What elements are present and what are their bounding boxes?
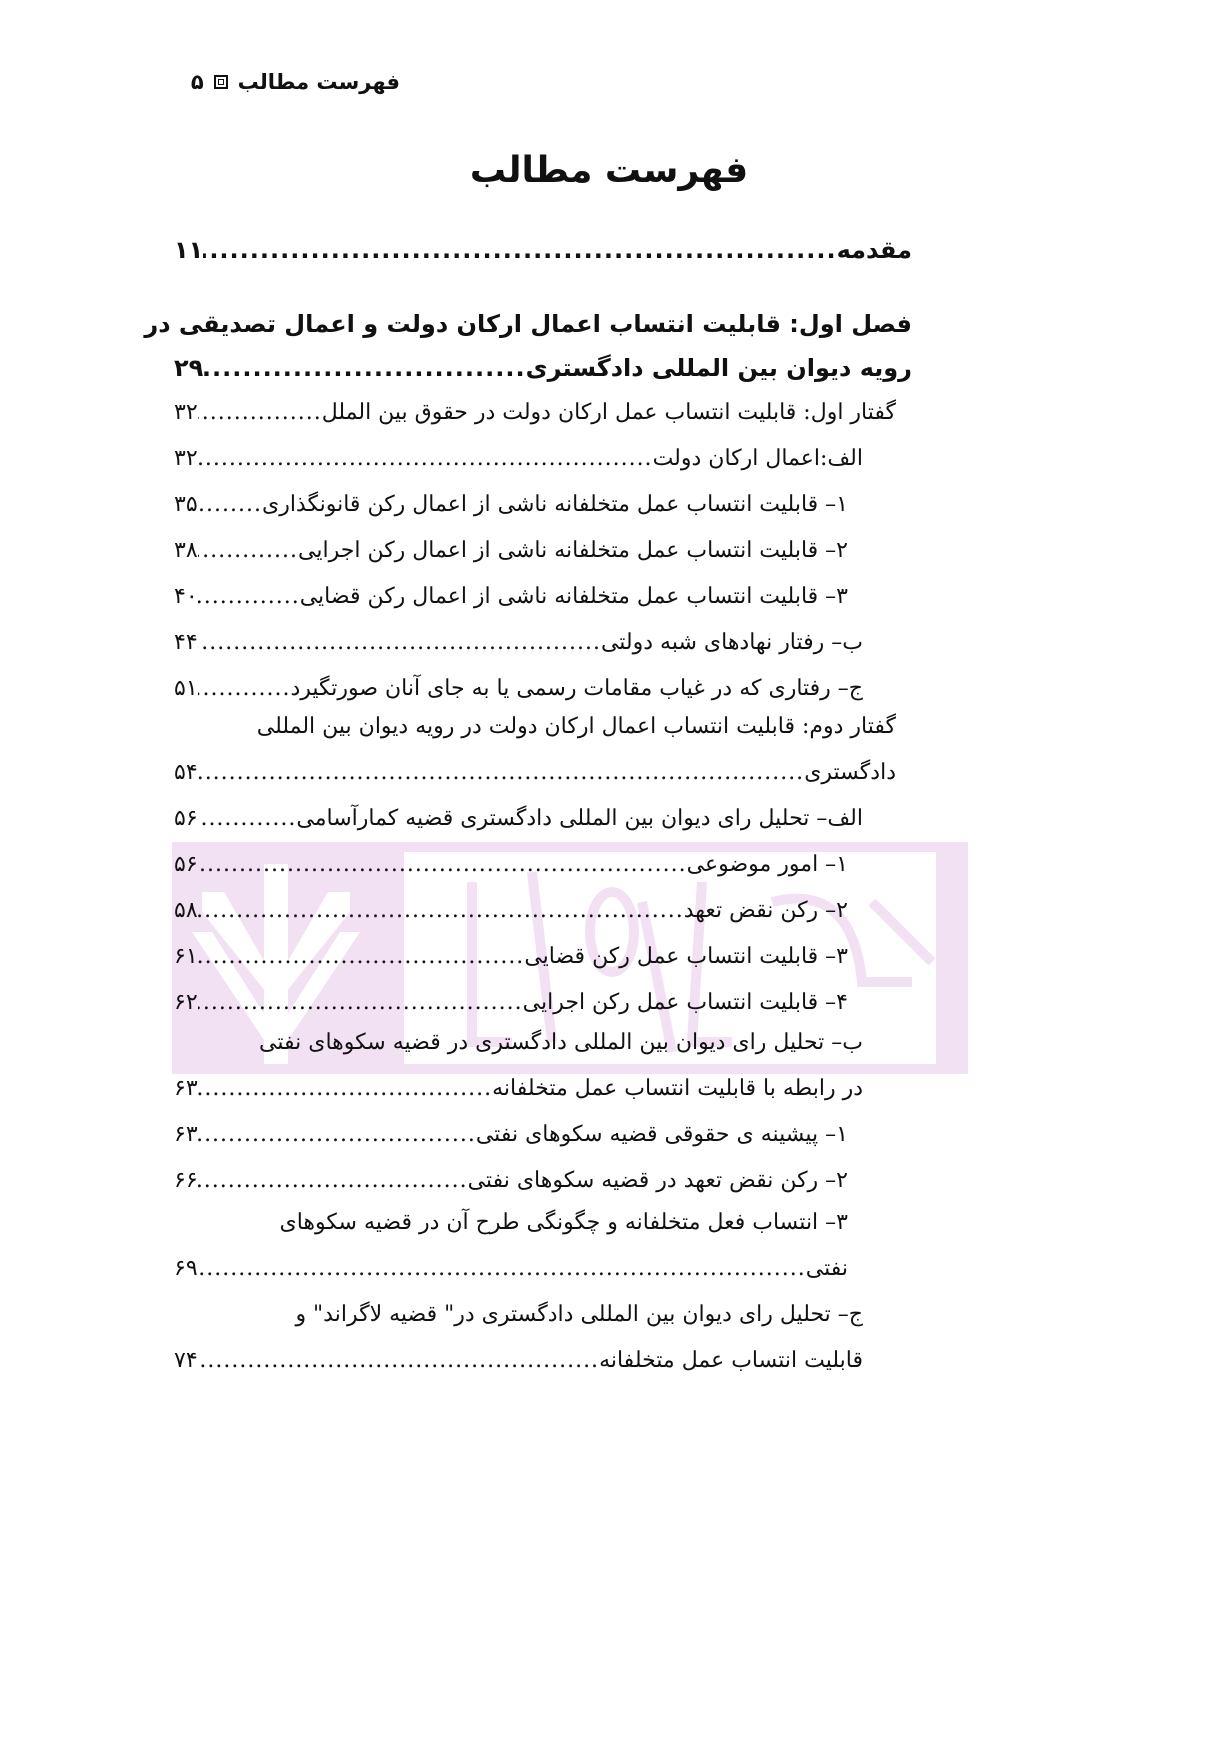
toc-entry[interactable] xyxy=(172,944,848,969)
toc-entry-line1[interactable]: ۳– انتساب فعل متخلفانه و چگونگی طرح آن در قضیه سکوهای xyxy=(279,1210,848,1235)
toc-page: ۱۱ xyxy=(174,236,204,264)
toc-page: ۳۵ xyxy=(174,492,198,517)
dot-leader xyxy=(198,446,653,471)
toc-page: ۵۶ xyxy=(174,806,198,831)
dot-leader xyxy=(198,1076,493,1101)
toc-entry-line1[interactable]: ب– تحلیل رای دیوان بین المللی دادگستری در قضیه سکوهای نفتی xyxy=(259,1030,863,1055)
dot-leader xyxy=(198,1168,468,1193)
dot-leader xyxy=(198,898,684,923)
toc-label: ۱– امور موضوعی xyxy=(686,852,848,877)
toc-page: ۶۶ xyxy=(174,1168,198,1193)
toc-entry-line1[interactable]: گفتار دوم: قابلیت انتساب اعمال ارکان دولت در رویه دیوان بین المللی xyxy=(256,714,896,739)
toc-entry[interactable] xyxy=(172,1256,848,1281)
toc-entry[interactable] xyxy=(172,400,896,425)
toc-label: ۲– رکن نقض تعهد در قضیه سکوهای نفتی xyxy=(467,1168,848,1193)
toc-entry[interactable] xyxy=(172,760,896,785)
toc-label: در رابطه با قابلیت انتساب عمل متخلفانه xyxy=(492,1076,863,1101)
dot-leader xyxy=(203,236,836,264)
toc-page: ۳۲ xyxy=(174,446,198,471)
toc-entry[interactable] xyxy=(172,1076,863,1101)
dot-leader xyxy=(198,1122,476,1147)
toc-label: ۱– قابلیت انتساب عمل متخلفانه ناشی از اعمال رکن قانونگذاری xyxy=(261,492,848,517)
toc-page: ۵۴ xyxy=(174,760,198,785)
page-number: ۵ xyxy=(190,70,204,94)
toc-label: مقدمه xyxy=(836,236,912,264)
dot-leader xyxy=(198,630,601,655)
toc-page: ۴۰ xyxy=(174,584,198,609)
dot-leader xyxy=(198,1256,806,1281)
toc-page: ۶۲ xyxy=(174,990,198,1015)
square-target-icon xyxy=(214,75,228,89)
dot-leader xyxy=(198,852,687,877)
dot-leader xyxy=(198,538,298,563)
dot-leader xyxy=(198,944,525,969)
toc-entry[interactable] xyxy=(172,446,863,471)
chapter-title-line1[interactable]: فصل اول: قابلیت انتساب اعمال ارکان دولت و اعمال تصدیقی در xyxy=(144,310,912,338)
toc-page: ۶۳ xyxy=(174,1076,198,1101)
toc-label: ب– رفتار نهادهای شبه دولتی xyxy=(600,630,863,655)
toc-label: قابلیت انتساب عمل متخلفانه xyxy=(599,1348,863,1373)
toc-entry-line1[interactable]: ج– تحلیل رای دیوان بین المللی دادگستری در" قضیه لاگراند" و xyxy=(295,1302,863,1327)
dot-leader xyxy=(203,354,525,382)
toc-entry[interactable] xyxy=(172,1348,863,1373)
toc-entry-chapter1[interactable] xyxy=(172,354,912,382)
toc-entry[interactable] xyxy=(172,898,848,923)
toc-entry[interactable] xyxy=(172,630,863,655)
toc-label: نفتی xyxy=(805,1256,848,1281)
toc-page: ۶۹ xyxy=(174,1256,198,1281)
toc-entry-intro[interactable] xyxy=(172,236,912,264)
toc-label: ۳– قابلیت انتساب عمل رکن قضایی xyxy=(524,944,848,969)
toc-entry[interactable] xyxy=(172,806,863,831)
toc-label: ۱– پیشینه ی حقوقی قضیه سکوهای نفتی xyxy=(475,1122,848,1147)
toc-label: دادگستری xyxy=(804,760,896,785)
dot-leader xyxy=(198,1348,599,1373)
toc-page: ۵۱ xyxy=(174,676,198,701)
toc-label: ج– رفتاری که در غیاب مقامات رسمی یا به جای آنان صورتگیرد xyxy=(290,676,863,701)
toc-page: ۴۴ xyxy=(174,630,198,655)
toc-page: ۷۴ xyxy=(174,1348,198,1373)
page-title: فهرست مطالب xyxy=(469,150,749,191)
dot-leader xyxy=(198,492,262,517)
running-title: فهرست مطالب xyxy=(237,70,400,94)
toc-label: ۲– قابلیت انتساب عمل متخلفانه ناشی از اعمال رکن اجرایی xyxy=(298,538,848,563)
toc-label: ۳– قابلیت انتساب عمل متخلفانه ناشی از اعمال رکن قضایی xyxy=(299,584,848,609)
running-header xyxy=(160,70,400,94)
dot-leader xyxy=(198,806,297,831)
toc-label: الف:اعمال ارکان دولت xyxy=(652,446,863,471)
toc-label: گفتار اول: قابلیت انتساب عمل ارکان دولت در حقوق بین الملل xyxy=(321,400,896,425)
toc-page: ۶۱ xyxy=(174,944,198,969)
toc-page: ۳۲ xyxy=(174,400,198,425)
dot-leader xyxy=(198,676,291,701)
toc-entry[interactable] xyxy=(172,990,848,1015)
toc-entry[interactable] xyxy=(172,584,848,609)
toc-entry[interactable] xyxy=(172,676,863,701)
toc-label: الف– تحلیل رای دیوان بین المللی دادگستری قضیه کمارآسامی xyxy=(296,806,863,831)
toc-entry[interactable] xyxy=(172,1168,848,1193)
toc-label: ۴– قابلیت انتساب عمل رکن اجرایی xyxy=(522,990,848,1015)
toc-entry[interactable] xyxy=(172,492,848,517)
dot-leader xyxy=(198,760,805,785)
toc-page: ۶۳ xyxy=(174,1122,198,1147)
toc-page: ۵۸ xyxy=(174,898,198,923)
toc-page: ۲۹ xyxy=(174,354,204,382)
toc-entry[interactable] xyxy=(172,852,848,877)
toc-entry[interactable] xyxy=(172,1122,848,1147)
dot-leader xyxy=(198,990,523,1015)
toc-label: ۲– رکن نقض تعهد xyxy=(683,898,848,923)
toc-label: رویه دیوان بین المللی دادگستری xyxy=(525,354,912,382)
dot-leader xyxy=(198,584,300,609)
dot-leader xyxy=(198,400,322,425)
toc-entry[interactable] xyxy=(172,538,848,563)
toc-page: ۳۸ xyxy=(174,538,198,563)
toc-page: ۵۶ xyxy=(174,852,198,877)
